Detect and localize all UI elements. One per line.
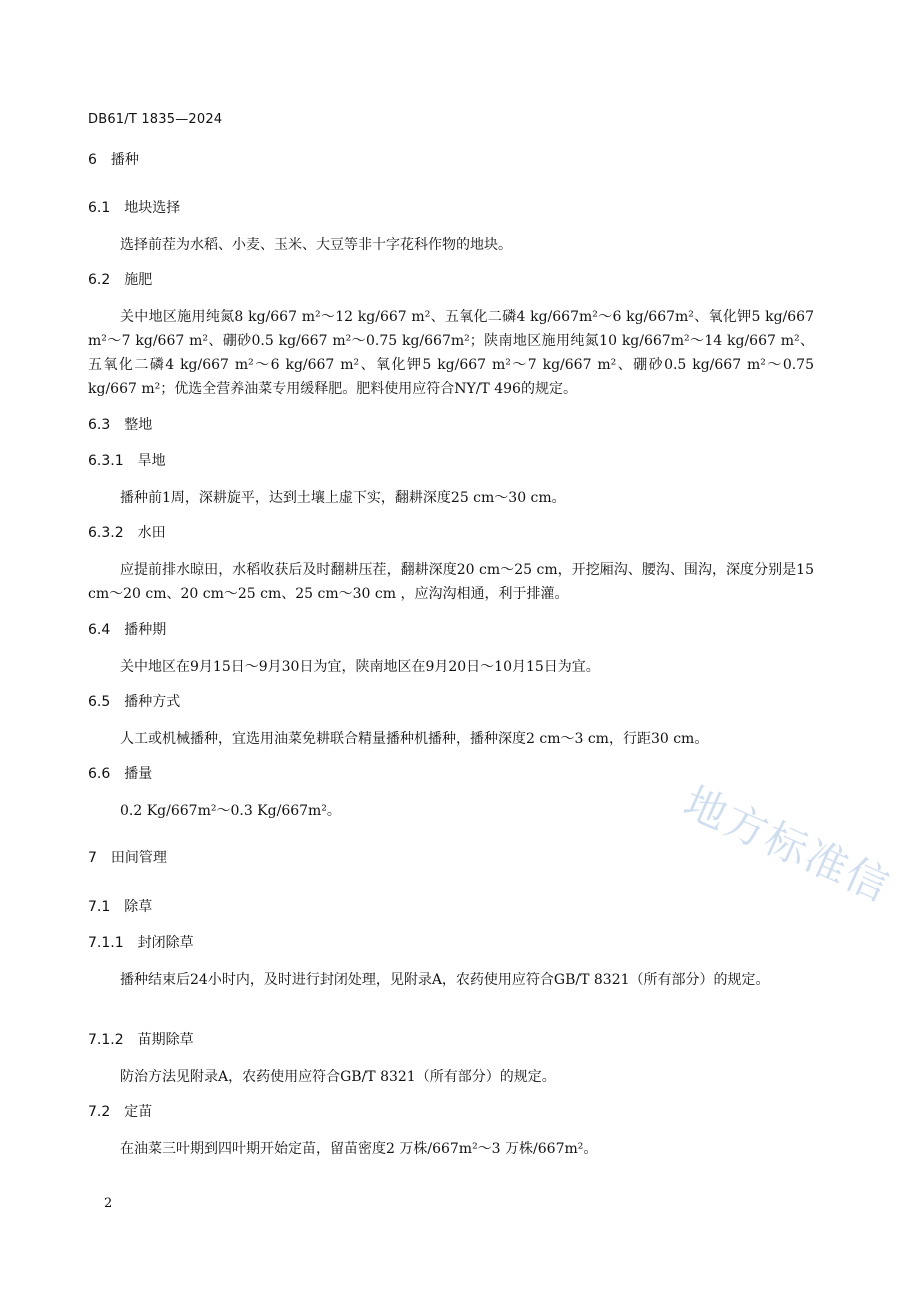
section-title: 除草	[124, 899, 153, 915]
section-title: 播量	[124, 766, 153, 782]
section-number: 6.3	[88, 417, 111, 433]
section-number: 6.1	[88, 200, 111, 216]
paragraph-6-1: 选择前茬为水稻、小麦、玉米、大豆等非十字花科作物的地块。	[120, 237, 512, 253]
section-number: 6.6	[88, 766, 111, 782]
section-number: 6.3.1	[88, 453, 124, 469]
section-heading-6-6	[88, 765, 152, 783]
paragraph-7-1-1: 播种结束后24小时内，及时进行封闭处理，见附录A，农药使用应符合GB/T 8321（所有部分）的规定。	[120, 972, 770, 988]
section-number: 7.2	[88, 1104, 111, 1120]
section-title: 田间管理	[110, 850, 167, 866]
section-heading-7-1-2	[88, 1031, 194, 1049]
section-title: 旱地	[137, 453, 166, 469]
paragraph-6-3-1: 播种前1周，深耕旋平，达到土壤上虚下实，翻耕深度25 cm～30 cm。	[120, 490, 566, 506]
section-title: 定苗	[124, 1104, 153, 1120]
paragraph-6-5: 人工或机械播种，宜选用油菜免耕联合精量播种机播种，播种深度2 cm～3 cm，行距30 cm。	[120, 731, 709, 747]
section-heading-6-5	[88, 693, 180, 711]
section-title: 播种方式	[124, 694, 181, 710]
section-heading-6	[88, 151, 139, 169]
paragraph-6-3-2: 应提前排水晾田，水稻收获后及时翻耕压茬，翻耕深度20 cm～25 cm，开挖厢沟、腰沟、围沟，深度分别是15 cm～20 cm、20 cm～25 cm、25 cm～30 cm ，应沟沟相通，利于排灌。	[88, 562, 814, 602]
section-title: 整地	[124, 417, 153, 433]
paragraph-7-2: 在油菜三叶期到四叶期开始定苗，留苗密度2 万株/667m²～3 万株/667m²。	[120, 1141, 598, 1157]
section-heading-7-1-1	[88, 934, 194, 952]
section-title: 施肥	[124, 272, 153, 288]
section-heading-6-3	[88, 416, 152, 434]
paragraph-7-1-2: 防治方法见附录A，农药使用应符合GB/T 8321（所有部分）的规定。	[120, 1069, 556, 1085]
section-number: 7.1.1	[88, 935, 124, 951]
section-title: 播种期	[124, 622, 167, 638]
section-number: 6	[88, 152, 97, 168]
section-heading-6-1	[88, 199, 180, 217]
watermark: 地方标准信	[676, 777, 898, 912]
section-number: 7.1	[88, 899, 111, 915]
section-heading-7-1	[88, 898, 152, 916]
section-heading-6-3-2	[88, 524, 166, 542]
section-title: 水田	[137, 525, 166, 541]
section-title: 苗期除草	[137, 1032, 194, 1048]
section-title: 播种	[110, 152, 139, 168]
paragraph-6-2: 关中地区施用纯氮8 kg/667 m²～12 kg/667 m²、五氧化二磷4 kg/667m²～6 kg/667m²、氧化钾5 kg/667 m²～7 kg/667 m²、硼砂0.5 kg/667 m²～0.75 kg/667m²；陕南地区施用纯氮10 kg/667m²～14 kg/667 m²、五氧化二磷4 kg/667 m²～6 kg/667 m²、氧化钾5 kg/667 m²～7 kg/667 m²、硼砂0.5 kg/667 m²～0.75 kg/667 m²；优选全营养油菜专用缓释肥。肥料使用应符合NY/T 496的规定。	[88, 309, 814, 397]
section-number: 6.5	[88, 694, 111, 710]
paragraph-6-6: 0.2 Kg/667m²～0.3 Kg/667m²。	[120, 803, 341, 819]
section-number: 6.3.2	[88, 525, 124, 541]
page-number: 2	[104, 1196, 113, 1211]
section-heading-7	[88, 849, 167, 867]
section-number: 6.4	[88, 622, 111, 638]
section-number: 7.1.2	[88, 1032, 124, 1048]
section-title: 地块选择	[124, 200, 181, 216]
section-title: 封闭除草	[137, 935, 194, 951]
document-code: DB61/T 1835—2024	[88, 112, 223, 127]
section-heading-6-4	[88, 621, 166, 639]
section-heading-6-3-1	[88, 452, 166, 470]
paragraph-6-4: 关中地区在9月15日～9月30日为宜，陕南地区在9月20日～10月15日为宜。	[120, 659, 600, 675]
section-heading-6-2	[88, 271, 152, 289]
section-number: 7	[88, 850, 97, 866]
section-number: 6.2	[88, 272, 111, 288]
section-heading-7-2	[88, 1103, 152, 1121]
